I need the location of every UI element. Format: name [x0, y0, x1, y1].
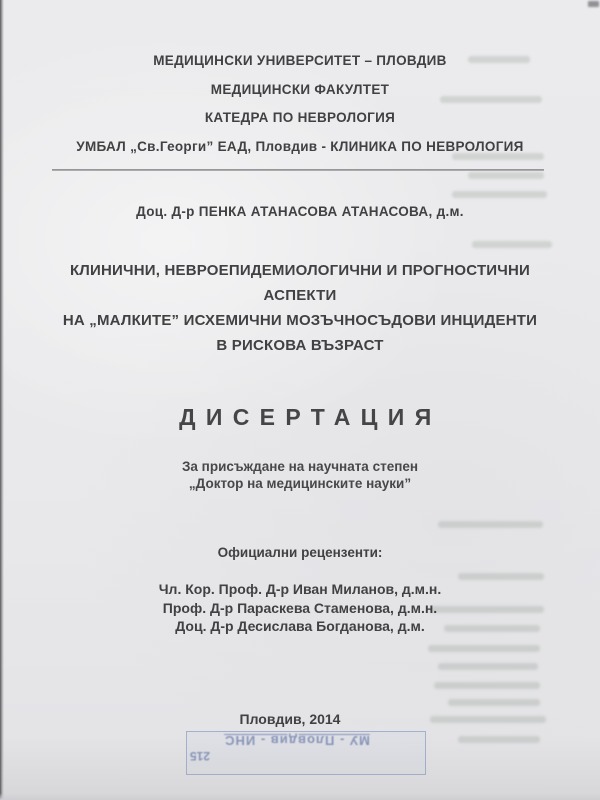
bleedthrough-line: [472, 241, 552, 248]
horizontal-divider: [52, 169, 544, 171]
bleedthrough-line: [440, 96, 542, 103]
title-line-2: АСПЕКТИ: [263, 287, 337, 304]
scan-artifact-mark: [588, 1, 599, 7]
degree-line-1: За присъждане на научната степен: [181, 459, 419, 474]
bleedthrough-line: [438, 521, 543, 528]
title-line-1: КЛИНИЧНИ, НЕВРОЕПИДЕМИОЛОГИЧНИ И ПРОГНОСТИЧНИ: [69, 262, 531, 279]
degree-line-2: „Доктор на медицинските науки”: [188, 475, 412, 491]
university-name: МЕДИЦИНСКИ УНИВЕРСИТЕТ – ПЛОВДИВ: [153, 53, 447, 68]
bleedthrough-line: [438, 663, 538, 670]
bleedthrough-line: [434, 682, 540, 689]
bleedthrough-line: [458, 736, 540, 743]
stamp-text: МУ - Пловдив - ИНС: [224, 733, 370, 748]
title-line-3: НА „МАЛКИТЕ” ИСХЕМИЧНИ МОЗЪЧНОСЪДОВИ ИНЦИДЕНТИ: [62, 312, 538, 329]
bleedthrough-line: [448, 699, 540, 706]
bleedthrough-line: [452, 191, 547, 198]
faculty-name: МЕДИЦИНСКИ ФАКУЛТЕТ: [210, 82, 390, 97]
bleedthrough-line: [458, 573, 544, 580]
reviewer-item: Проф. Д-р Параскева Стаменова, д.м.н.: [162, 599, 438, 616]
stamp-number: 215: [190, 749, 211, 763]
department-name: КАТЕДРА ПО НЕВРОЛОГИЯ: [204, 110, 396, 125]
degree-statement: [100, 459, 500, 492]
reviewer-item: Доц. Д-р Десислава Богданова, д.м.: [175, 618, 425, 634]
reviewers-list: [60, 580, 540, 636]
author-name: Доц. Д-р ПЕНКА АТАНАСОВА АТАНАСОВА, д.м.: [136, 204, 464, 219]
reviewer-item: Чл. Кор. Проф. Д-р Иван Миланов, д.м.н.: [158, 581, 442, 597]
title-line-4: В РИСКОВА ВЪЗРАСТ: [216, 337, 384, 354]
library-stamp: [186, 731, 426, 775]
document-type-heading: ДИСЕРТАЦИЯ: [179, 404, 442, 430]
library-stamp-rotated-content: [187, 732, 425, 774]
bleedthrough-line: [452, 153, 544, 160]
bleedthrough-line: [468, 172, 544, 179]
bleedthrough-line: [428, 645, 540, 652]
city-year: Пловдив, 2014: [239, 711, 341, 727]
dissertation-title: [20, 258, 580, 358]
hospital-clinic-name: УМБАЛ „Св.Георги” ЕАД, Пловдив - КЛИНИКА ПО НЕВРОЛОГИЯ: [76, 139, 524, 154]
reviewers-heading: Официални рецензенти:: [217, 545, 383, 560]
scan-edge-shadow-bottom: [0, 793, 600, 800]
